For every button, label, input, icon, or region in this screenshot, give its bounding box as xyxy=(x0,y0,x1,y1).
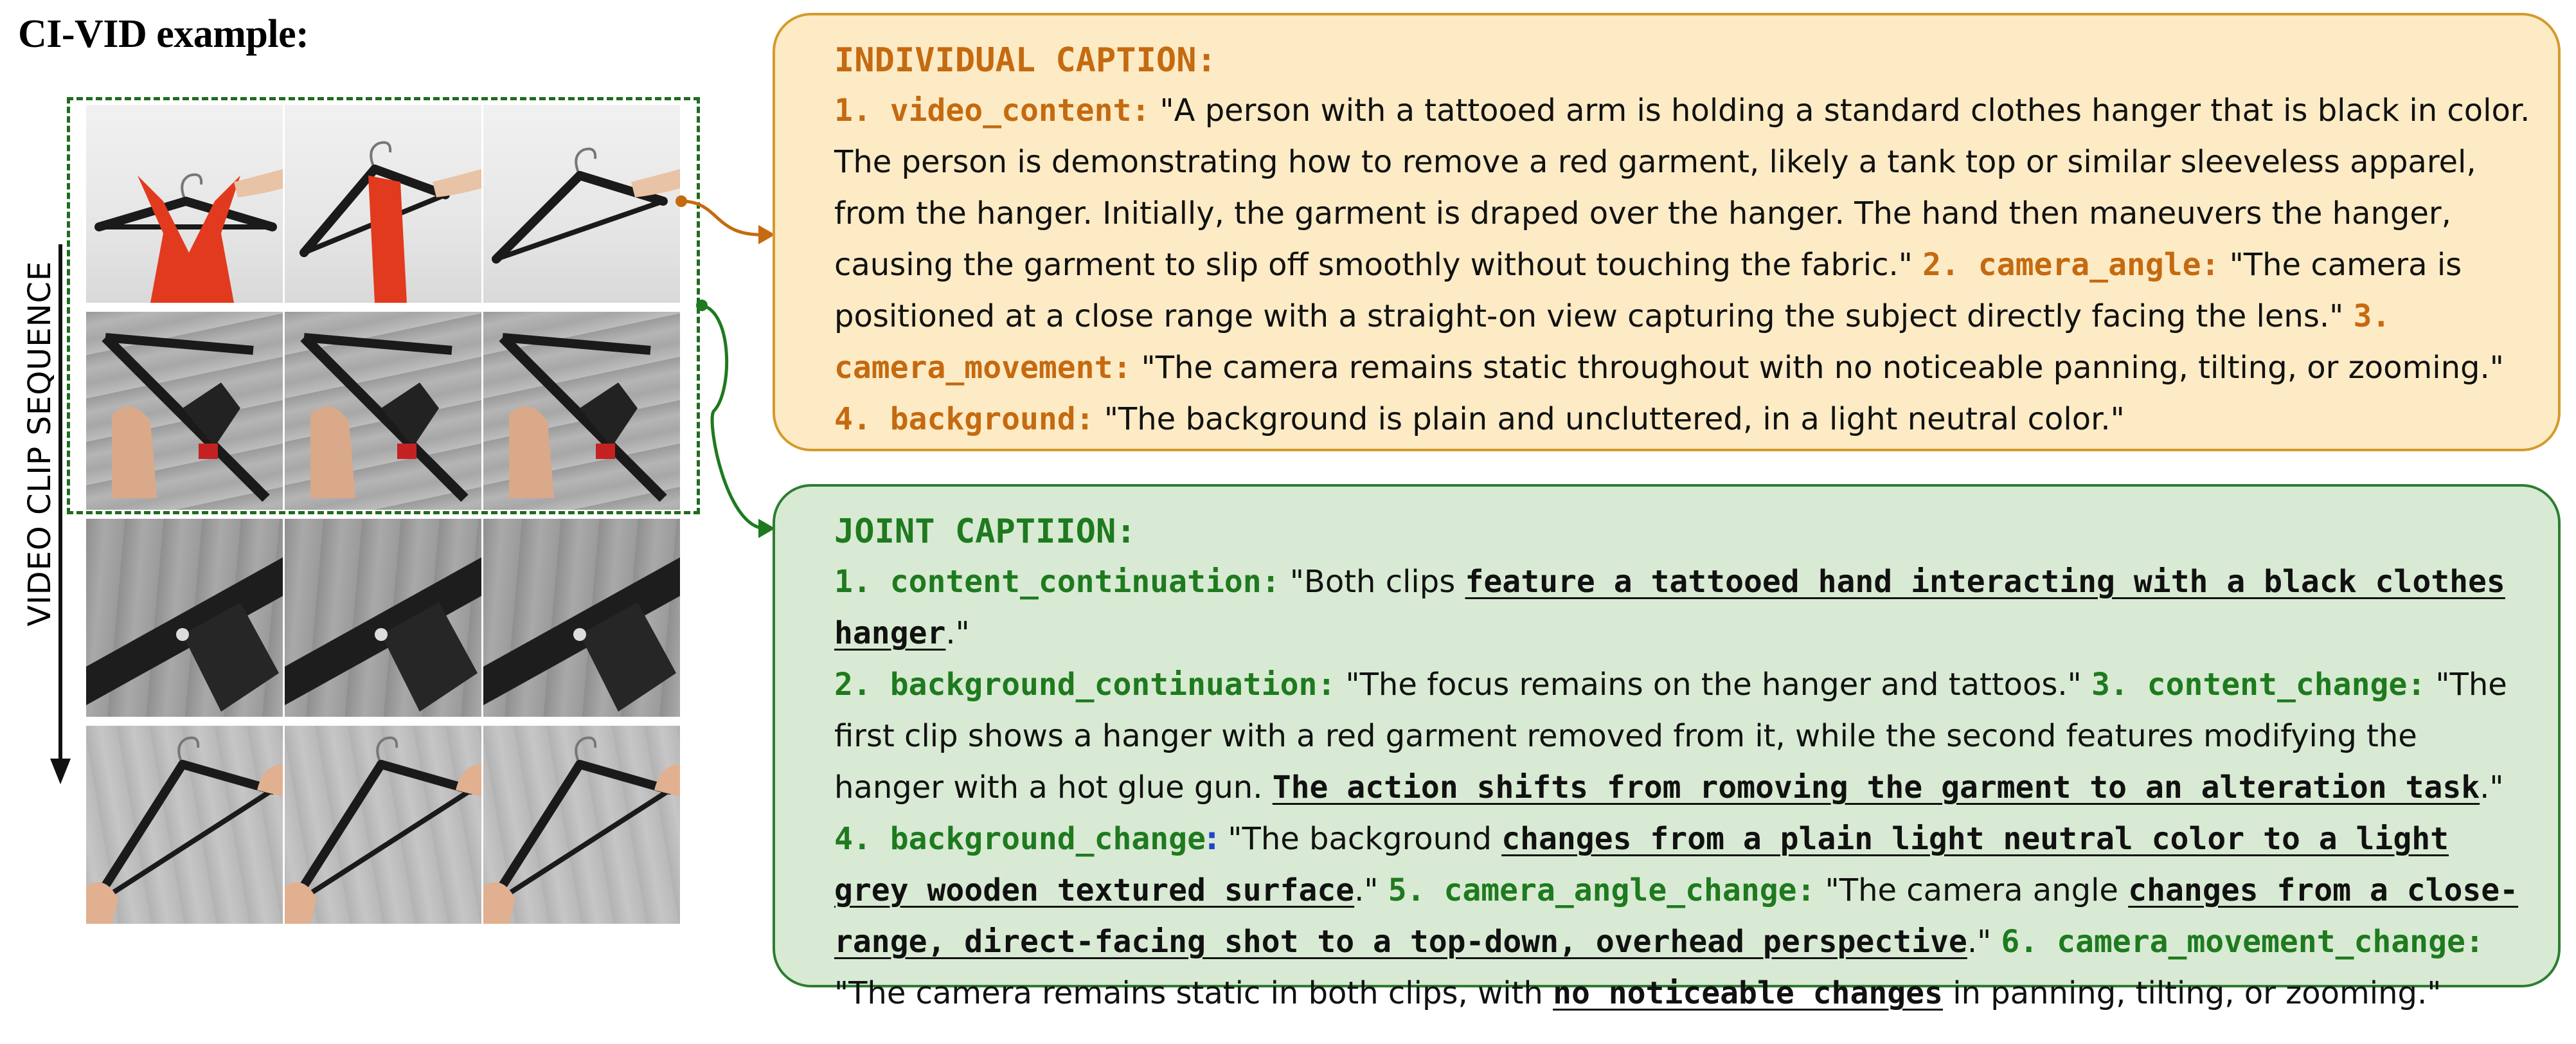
clip-4-frame-2 xyxy=(285,726,481,924)
joint-caption-body xyxy=(834,556,2532,1019)
individual-caption-box xyxy=(773,13,2561,451)
clip-1-frame-2 xyxy=(285,105,481,303)
caption-text: ." xyxy=(1354,872,1388,908)
clip-2-frame-1 xyxy=(86,312,283,510)
caption-text: "The background is plain and uncluttered, in a light neutral color." xyxy=(1094,401,2125,437)
caption-key: 1. content_continuation: xyxy=(834,564,1280,600)
caption-text: "The camera remains static in both clips, with xyxy=(834,975,1553,1011)
clip-1-frame-1 xyxy=(86,105,283,303)
caption-highlight: feature a tattooed hand interacting with a black clothes hanger xyxy=(834,564,2505,651)
caption-text: ." xyxy=(1967,924,2001,960)
joint-caption-box xyxy=(773,484,2561,1011)
caption-text: "The camera is positioned at a close range with a straight-on view capturing the subject directly facing the lens." xyxy=(834,247,2462,334)
caption-highlight: changes from a plain light neutral color to a light grey wooden textured surface xyxy=(834,821,2449,908)
clip-4-frame-3 xyxy=(483,726,680,924)
caption-text: "The camera remains static throughout with no noticeable panning, tilting, or zooming." xyxy=(1131,350,2504,386)
caption-key: 5. camera_angle_change: xyxy=(1388,872,1816,908)
caption-key: 2. background_continuation: xyxy=(834,667,1336,703)
caption-text: ." xyxy=(2480,770,2504,806)
caption-text: "The first clip shows a hanger with a red garment removed from it, while the second features modifying the hanger with a hot glue gun. xyxy=(834,667,2507,806)
arrow-to-joint xyxy=(696,300,775,538)
caption-highlight: no noticeable changes xyxy=(1553,975,1943,1011)
caption-key: 4. background: xyxy=(834,401,1095,437)
caption-text: "The camera angle xyxy=(1815,872,2129,908)
caption-highlight: The action shifts from romoving the garment to an alteration task xyxy=(1272,770,2480,806)
individual-caption-body xyxy=(834,85,2532,445)
clip-3-frame-3 xyxy=(483,519,680,717)
clip-4-frame-1 xyxy=(86,726,283,924)
caption-key: 2. camera_angle: xyxy=(1922,247,2220,283)
caption-highlight: changes from a close-range, direct-facing shot to a top-down, overhead perspective xyxy=(834,872,2519,960)
clip-3-frame-2 xyxy=(285,519,481,717)
clip-3-frame-1 xyxy=(86,519,283,717)
individual-caption-heading: INDIVIDUAL CAPTION: xyxy=(834,41,1217,80)
caption-key: 3. content_change: xyxy=(2091,667,2426,703)
caption-key: 1. video_content: xyxy=(834,93,1150,129)
figure-title: CI-VID example: xyxy=(18,12,309,56)
clip-2-frame-2 xyxy=(285,312,481,510)
caption-key: 4. background_change xyxy=(834,821,1206,857)
caption-text: "The focus remains on the hanger and tattoos." xyxy=(1336,667,2091,703)
clip-2-frame-3 xyxy=(483,312,680,510)
side-label-text: VIDEO CLIP SEQUENCE xyxy=(22,260,58,627)
clip-1-frame-3 xyxy=(483,105,680,303)
joint-caption-heading: JOINT CAPTIION: xyxy=(834,512,1136,551)
caption-text: "Both clips xyxy=(1280,564,1465,600)
caption-key: 3. camera_movement: xyxy=(834,298,2391,386)
caption-text: ." xyxy=(945,615,970,651)
caption-key: 6. camera_movement_change: xyxy=(2001,924,2484,960)
caption-text: "A person with a tattooed arm is holding a standard clothes hanger that is black in color. The person is demonstrating how to remove a red garment, likely a tank top or similar sleeveless apparel, from the hanger. Initially, the garment is draped over the hanger. The hand then maneuvers the hanger, causing the garment to slip off smoothly without touching the fabric." xyxy=(834,93,2530,283)
caption-text: "The background xyxy=(1218,821,1502,857)
caption-text: in panning, tilting, or zooming." xyxy=(1942,975,2442,1011)
caption-colon: : xyxy=(1205,821,1219,857)
